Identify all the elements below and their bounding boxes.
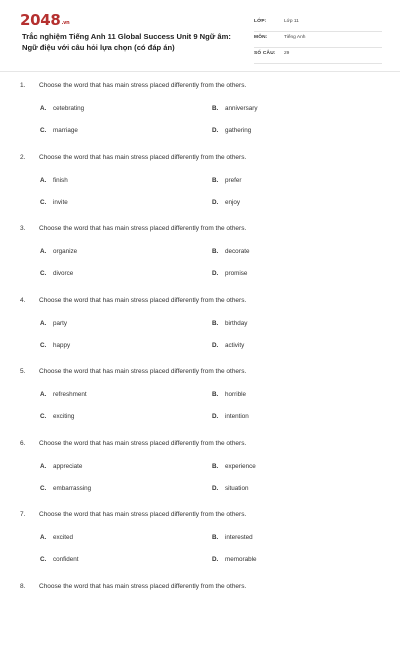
option-letter: A. xyxy=(40,534,53,541)
option-c[interactable] xyxy=(40,485,91,492)
question-stem: Choose the word that has main stress placed differently from the others. xyxy=(39,82,246,89)
title-line-1: Trắc nghiệm Tiếng Anh 11 Global Success Unit 9 Ngữ âm: xyxy=(22,31,244,42)
option-text: birthday xyxy=(225,320,247,327)
option-text: embarrassing xyxy=(53,485,91,492)
option-text: prefer xyxy=(225,177,241,184)
option-letter: B. xyxy=(212,248,225,255)
option-a[interactable] xyxy=(40,463,82,470)
question-number: 5. xyxy=(20,368,25,375)
question-number: 1. xyxy=(20,82,25,89)
option-letter: B. xyxy=(212,534,225,541)
meta-info xyxy=(254,17,382,65)
meta-value: Tiếng Anh xyxy=(284,35,305,40)
question-stem: Choose the word that has main stress placed differently from the others. xyxy=(39,511,246,518)
option-letter: D. xyxy=(212,485,225,492)
question-stem: Choose the word that has main stress placed differently from the others. xyxy=(39,154,246,161)
page-title xyxy=(22,31,244,53)
option-d[interactable] xyxy=(212,127,251,134)
option-a[interactable] xyxy=(40,391,87,398)
question-stem: Choose the word that has main stress placed differently from the others. xyxy=(39,440,246,447)
question-stem: Choose the word that has main stress placed differently from the others. xyxy=(39,583,246,590)
option-text: refreshment xyxy=(53,391,87,398)
meta-label: SỐ CÂU: xyxy=(254,51,276,56)
question-list xyxy=(0,80,400,652)
option-letter: A. xyxy=(40,248,53,255)
question-number: 8. xyxy=(20,583,25,590)
title-line-2: Ngữ điệu với câu hỏi lựa chọn (có đáp án) xyxy=(22,42,244,53)
option-d[interactable] xyxy=(212,342,244,349)
option-text: marriage xyxy=(53,127,78,134)
option-d[interactable] xyxy=(212,199,240,206)
option-text: interested xyxy=(225,534,253,541)
question-item xyxy=(0,509,400,581)
option-c[interactable] xyxy=(40,199,68,206)
option-text: enjoy xyxy=(225,199,240,206)
option-letter: C. xyxy=(40,127,53,134)
option-text: experience xyxy=(225,463,256,470)
option-letter: C. xyxy=(40,199,53,206)
meta-value: Lớp 11 xyxy=(284,19,299,24)
option-text: cetebrating xyxy=(53,105,84,112)
option-letter: D. xyxy=(212,270,225,277)
option-d[interactable] xyxy=(212,485,248,492)
question-item xyxy=(0,581,400,652)
meta-label: LỚP: xyxy=(254,19,267,24)
meta-value: 29 xyxy=(284,51,289,56)
question-number: 3. xyxy=(20,225,25,232)
option-text: situation xyxy=(225,485,248,492)
question-number: 6. xyxy=(20,440,25,447)
site-logo[interactable] xyxy=(20,11,69,29)
option-c[interactable] xyxy=(40,127,78,134)
page-header xyxy=(0,0,400,68)
option-letter: B. xyxy=(212,463,225,470)
logo-domain: .vn xyxy=(62,20,70,26)
option-letter: D. xyxy=(212,413,225,420)
option-text: invite xyxy=(53,199,68,206)
question-stem: Choose the word that has main stress placed differently from the others. xyxy=(39,368,246,375)
question-stem: Choose the word that has main stress placed differently from the others. xyxy=(39,225,246,232)
option-text: happy xyxy=(53,342,70,349)
option-letter: C. xyxy=(40,556,53,563)
option-text: anniversary xyxy=(225,105,258,112)
option-d[interactable] xyxy=(212,413,249,420)
meta-row-class xyxy=(254,17,382,32)
option-c[interactable] xyxy=(40,556,79,563)
header-divider xyxy=(0,71,400,72)
question-item xyxy=(0,223,400,295)
option-text: exciting xyxy=(53,413,74,420)
option-letter: A. xyxy=(40,320,53,327)
option-letter: D. xyxy=(212,199,225,206)
option-a[interactable] xyxy=(40,534,73,541)
option-text: activity xyxy=(225,342,244,349)
option-letter: C. xyxy=(40,413,53,420)
question-item xyxy=(0,366,400,438)
option-letter: C. xyxy=(40,485,53,492)
option-c[interactable] xyxy=(40,342,70,349)
option-letter: C. xyxy=(40,270,53,277)
option-letter: B. xyxy=(212,320,225,327)
option-d[interactable] xyxy=(212,270,247,277)
option-text: promise xyxy=(225,270,247,277)
question-stem: Choose the word that has main stress placed differently from the others. xyxy=(39,297,246,304)
meta-row-subject xyxy=(254,33,382,48)
option-letter: A. xyxy=(40,105,53,112)
option-d[interactable] xyxy=(212,556,257,563)
option-text: intention xyxy=(225,413,249,420)
option-b[interactable] xyxy=(212,105,258,112)
option-letter: B. xyxy=(212,177,225,184)
option-text: confident xyxy=(53,556,79,563)
option-letter: B. xyxy=(212,391,225,398)
option-b[interactable] xyxy=(212,248,250,255)
option-a[interactable] xyxy=(40,320,67,327)
option-a[interactable] xyxy=(40,177,68,184)
option-a[interactable] xyxy=(40,248,77,255)
option-text: appreciate xyxy=(53,463,82,470)
meta-row-count xyxy=(254,49,382,64)
question-number: 4. xyxy=(20,297,25,304)
question-item xyxy=(0,438,400,510)
option-b[interactable] xyxy=(212,177,241,184)
question-item xyxy=(0,80,400,152)
option-b[interactable] xyxy=(212,534,253,541)
option-text: gathering xyxy=(225,127,251,134)
option-b[interactable] xyxy=(212,320,247,327)
option-b[interactable] xyxy=(212,463,256,470)
option-letter: A. xyxy=(40,463,53,470)
option-letter: D. xyxy=(212,342,225,349)
question-number: 2. xyxy=(20,154,25,161)
option-c[interactable] xyxy=(40,270,73,277)
option-letter: D. xyxy=(212,127,225,134)
option-letter: A. xyxy=(40,177,53,184)
option-text: decorate xyxy=(225,248,250,255)
option-text: excited xyxy=(53,534,73,541)
question-number: 7. xyxy=(20,511,25,518)
question-item xyxy=(0,295,400,367)
option-a[interactable] xyxy=(40,105,84,112)
option-text: horrible xyxy=(225,391,246,398)
option-text: party xyxy=(53,320,67,327)
meta-label: MÔN: xyxy=(254,35,268,40)
option-text: organize xyxy=(53,248,77,255)
option-text: memorable xyxy=(225,556,257,563)
option-letter: C. xyxy=(40,342,53,349)
option-b[interactable] xyxy=(212,391,246,398)
logo-text: 2048 xyxy=(20,11,61,29)
option-letter: B. xyxy=(212,105,225,112)
question-item xyxy=(0,152,400,224)
option-text: divorce xyxy=(53,270,73,277)
option-c[interactable] xyxy=(40,413,74,420)
option-text: finish xyxy=(53,177,68,184)
option-letter: A. xyxy=(40,391,53,398)
option-letter: D. xyxy=(212,556,225,563)
